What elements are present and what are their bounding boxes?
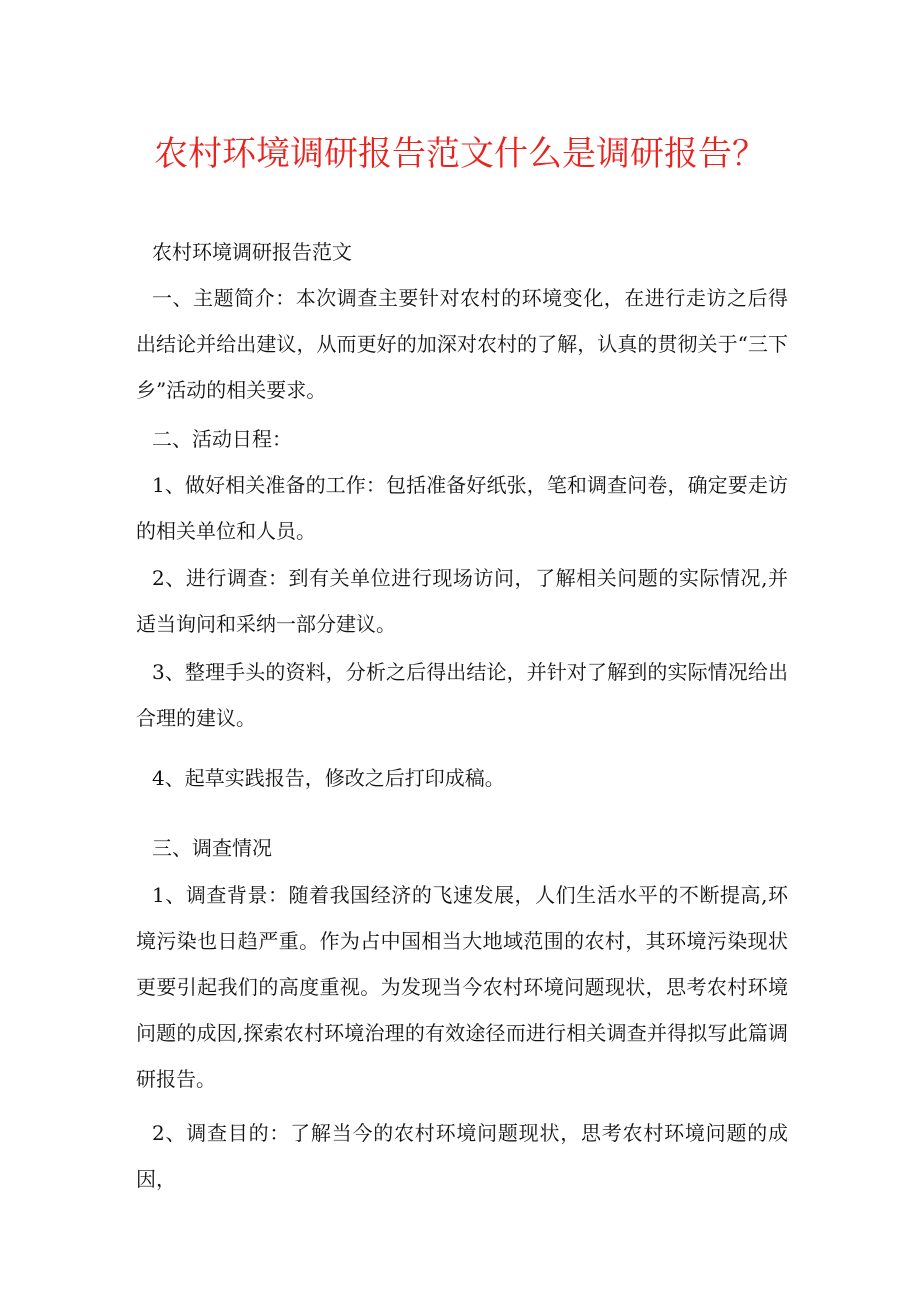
schedule-item-2: 2、进行调查：到有关单位进行现场访问，了解相关问题的实际情况,并适当询问和采纳一部分建议。: [136, 566, 788, 636]
survey-background-paragraph: 1、调查背景：随着我国经济的飞速发展，人们生活水平的不断提高,环境污染也日趋严重。作为占中国相当大地域范围的农村，其环境污染现状更要引起我们的高度重视。为发现当今农村环境问题现状，思考农村环境问题的成因,探索农村环境治理的有效途径而进行相关调查并得拟写此篇调研报告。: [136, 883, 788, 1091]
schedule-item-4: 4、起草实践报告，修改之后打印成稿。: [152, 766, 505, 790]
survey-purpose-paragraph: 2、调查目的：了解当今的农村环境问题现状，思考农村环境问题的成因，: [136, 1121, 788, 1191]
schedule-item-1: 1、做好相关准备的工作：包括准备好纸张，笔和调查问卷，确定要走访的相关单位和人员。: [136, 473, 788, 543]
section-1-paragraph: 一、主题简介：本次调查主要针对农村的环境变化，在进行走访之后得出结论并给出建议，从而更好的加深对农村的了解，认真的贯彻关于“三下乡”活动的相关要求。: [136, 286, 788, 402]
section-2-heading: 二、活动日程：: [152, 427, 292, 451]
document-title: 农村环境调研报告范文什么是调研报告？: [154, 134, 766, 174]
subtitle-paragraph: 农村环境调研报告范文: [152, 240, 352, 264]
section-3-heading: 三、调查情况: [152, 836, 272, 860]
schedule-item-3: 3、整理手头的资料，分析之后得出结论，并针对了解到的实际情况给出合理的建议。: [136, 660, 788, 730]
